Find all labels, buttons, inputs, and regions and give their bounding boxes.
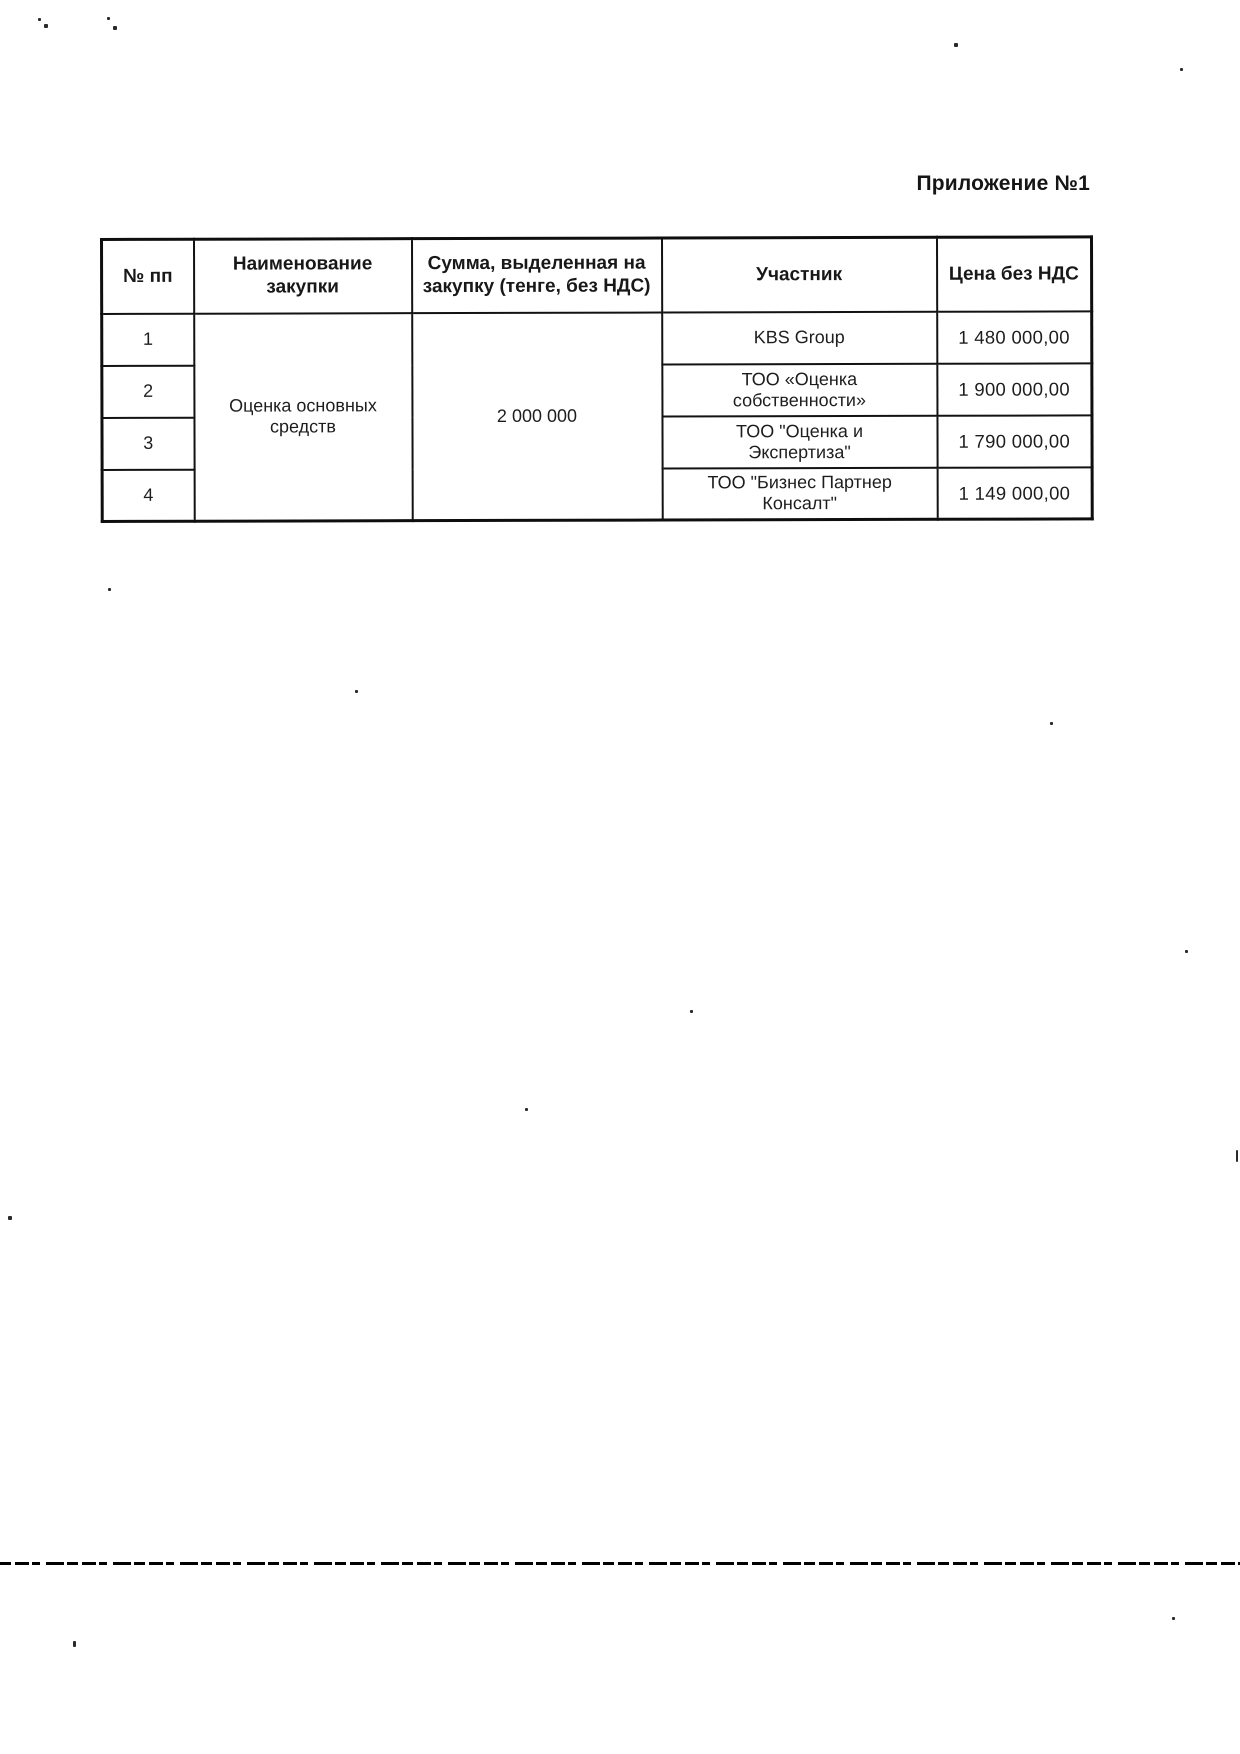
- row-number: 2: [102, 365, 194, 417]
- row-number: 3: [102, 417, 194, 469]
- scan-speck: [38, 18, 41, 21]
- table-row: [102, 311, 1092, 366]
- scan-speck: [355, 690, 358, 693]
- appendix-title: Приложение №1: [916, 172, 1090, 195]
- scan-speck: [1185, 950, 1188, 953]
- scan-speck: [107, 17, 110, 20]
- scan-speck: [108, 588, 111, 591]
- table-header-row: [102, 237, 1092, 314]
- participant-cell: ТОО «Оценка собственности»: [662, 363, 937, 416]
- scan-speck: [1172, 1617, 1175, 1620]
- col-header-procurement-name: Наименование закупки: [194, 239, 412, 314]
- participant-cell: ТОО "Бизнес Партнер Консалт": [662, 467, 937, 520]
- scan-speck: [690, 1010, 693, 1013]
- scan-speck: [44, 24, 48, 28]
- row-number: 1: [102, 313, 194, 365]
- scan-speck: [113, 26, 117, 30]
- scan-speck: [525, 1108, 528, 1111]
- col-header-num: № пп: [102, 239, 194, 313]
- scan-speck: [1236, 1150, 1238, 1162]
- scan-speck: [1180, 68, 1183, 71]
- procurement-results-table: [100, 235, 1094, 523]
- col-header-allocated-sum: Сумма, выделенная на закупку (тенге, без НДС): [412, 238, 662, 313]
- scan-speck: [1050, 722, 1053, 725]
- price-cell: 1 149 000,00: [937, 467, 1092, 519]
- price-cell: 1 900 000,00: [937, 363, 1092, 415]
- scan-speck: [954, 43, 958, 47]
- scan-speck: [73, 1641, 76, 1647]
- perforation-dashed-line: [0, 1562, 1240, 1565]
- participant-cell: KBS Group: [662, 311, 937, 364]
- allocated-sum-cell: 2 000 000: [412, 312, 663, 521]
- col-header-participant: Участник: [662, 237, 937, 312]
- price-cell: 1 480 000,00: [937, 311, 1092, 363]
- procurement-name-cell: Оценка основных средств: [194, 313, 413, 522]
- col-header-price: Цена без НДС: [937, 237, 1092, 311]
- participant-cell: ТОО "Оценка и Экспертиза": [662, 415, 937, 468]
- scan-speck: [8, 1216, 12, 1220]
- row-number: 4: [102, 469, 194, 521]
- price-cell: 1 790 000,00: [937, 415, 1092, 467]
